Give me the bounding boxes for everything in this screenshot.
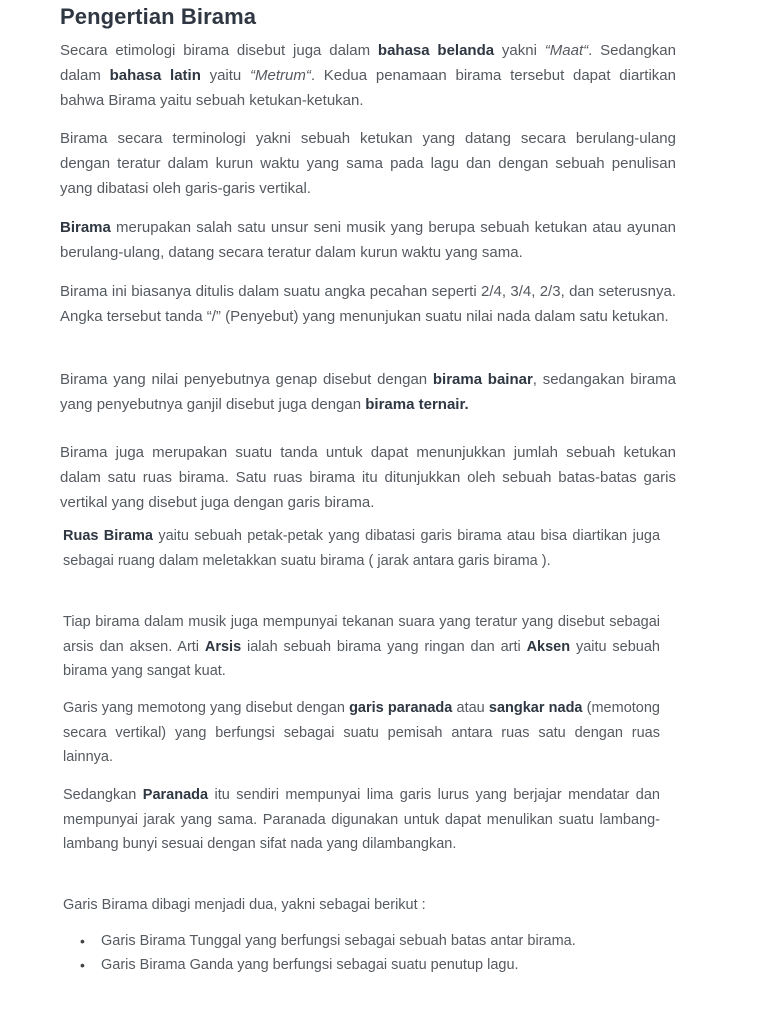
text: Birama secara terminologi yakni sebuah ketukan yang datang secara berulang-ulang dengan teratur dalam kurun waktu yang sama pada lagu dan dengan sebuah penulisan yang dibatasi oleh garis-garis vertikal. [60,130,676,197]
bold-term: sangkar nada [488,700,583,716]
text: Garis Birama dibagi menjadi dua, yakni sebagai berikut : [63,897,426,913]
list-item [80,929,721,953]
list-item-text: Garis Birama Tunggal yang berfungsi sebagai sebuah batas antar birama. [101,933,576,949]
text: itu sendiri mempunyai lima garis lurus yang berjajar mendatar dan mempunyai jarak yang sama. Paranada digunakan untuk dapat menulikan suatu lambang-lambang bunyi sesuai dengan sifat nada yang dilambangkan. [63,787,660,852]
paragraph-definition [60,215,676,265]
text: yaitu sebuah birama yang sangat kuat. [63,638,660,679]
garis-birama-list [63,929,721,977]
text: yaitu [200,67,251,84]
italic-term: “Metrum“ [250,67,311,84]
bold-term: bahasa belanda [377,42,495,59]
paragraph-etymology [60,38,676,113]
text: Tiap birama dalam musik juga mempunyai tekanan suara yang teratur yang disebut sebagai arsis dan aksen. Arti [63,614,660,655]
bold-term: Aksen [526,638,571,655]
paragraph-garis-paranada [63,696,660,770]
text: . Sedangkan dalam [60,42,676,84]
paragraph-paranada [63,783,660,857]
bold-term: birama bainar [432,371,533,388]
paragraph-arsis-aksen [63,610,660,684]
page-title: Pengertian Birama [60,4,257,29]
text: Birama juga merupakan suatu tanda untuk dapat menunjukkan jumlah sebuah ketukan dalam satu ruas birama. Satu ruas birama itu ditunjukkan oleh sebuah batas-batas garis vertikal yang disebut juga dengan garis birama. [60,444,676,511]
paragraph-terminology [60,126,676,201]
text: Secara etimologi birama disebut juga dalam [60,42,378,59]
paragraph-garis-birama-intro [63,893,660,918]
bullet-icon: • [80,957,85,973]
text: yaitu sebuah petak-petak yang dibatasi garis birama atau bisa diartikan juga sebagai ruang dalam meletakkan suatu birama ( jarak antara garis birama ). [63,528,661,569]
text: merupakan salah satu unsur seni musik yang berupa sebuah ketukan atau ayunan berulang-ulang, datang secara teratur dalam kurun waktu yang sama. [60,219,676,261]
text: (memotong secara vertikal) yang berfungsi sebagai suatu pemisah antara ruas satu dengan ruas lainnya. [63,700,660,765]
bold-term: Ruas Birama [63,528,153,544]
text: atau [452,700,489,716]
text: Birama ini biasanya ditulis dalam suatu angka pecahan seperti 2/4, 3/4, 2/3, dan seterusnya. Angka tersebut tanda “/” (Penyebut) yang menunjukan suatu nilai nada dalam satu ketukan. [60,283,676,325]
bullet-icon: • [80,933,85,949]
paragraph-ruas-birama [63,524,660,573]
bold-term: Arsis [204,638,242,655]
bold-term: bahasa latin [109,67,201,84]
italic-term: “Maat“ [544,42,589,59]
text: Birama yang nilai penyebutnya genap disebut dengan [60,371,433,388]
bold-term: Birama [60,219,111,236]
list-item [80,953,721,977]
bold-term: Paranada [142,787,209,803]
paragraph-bainar-ternair [60,367,676,417]
text: Sedangkan [63,787,143,803]
list-item-text: Garis Birama Ganda yang berfungsi sebagai suatu penutup lagu. [101,957,519,973]
paragraph-ruas-intro [60,440,676,515]
bold-term: garis paranada [349,700,453,716]
text: yakni [494,42,545,59]
bold-term: birama ternair. [365,396,469,413]
text: . Kedua penamaan birama tersebut dapat diartikan bahwa Birama yaitu sebuah ketukan-ketukan. [60,67,676,109]
text: ialah sebuah birama yang ringan dan arti [241,638,527,655]
text: , sedangakan birama yang penyebutnya ganjil disebut juga dengan [60,371,677,413]
paragraph-fraction [60,279,676,329]
text: Garis yang memotong yang disebut dengan [63,700,350,716]
